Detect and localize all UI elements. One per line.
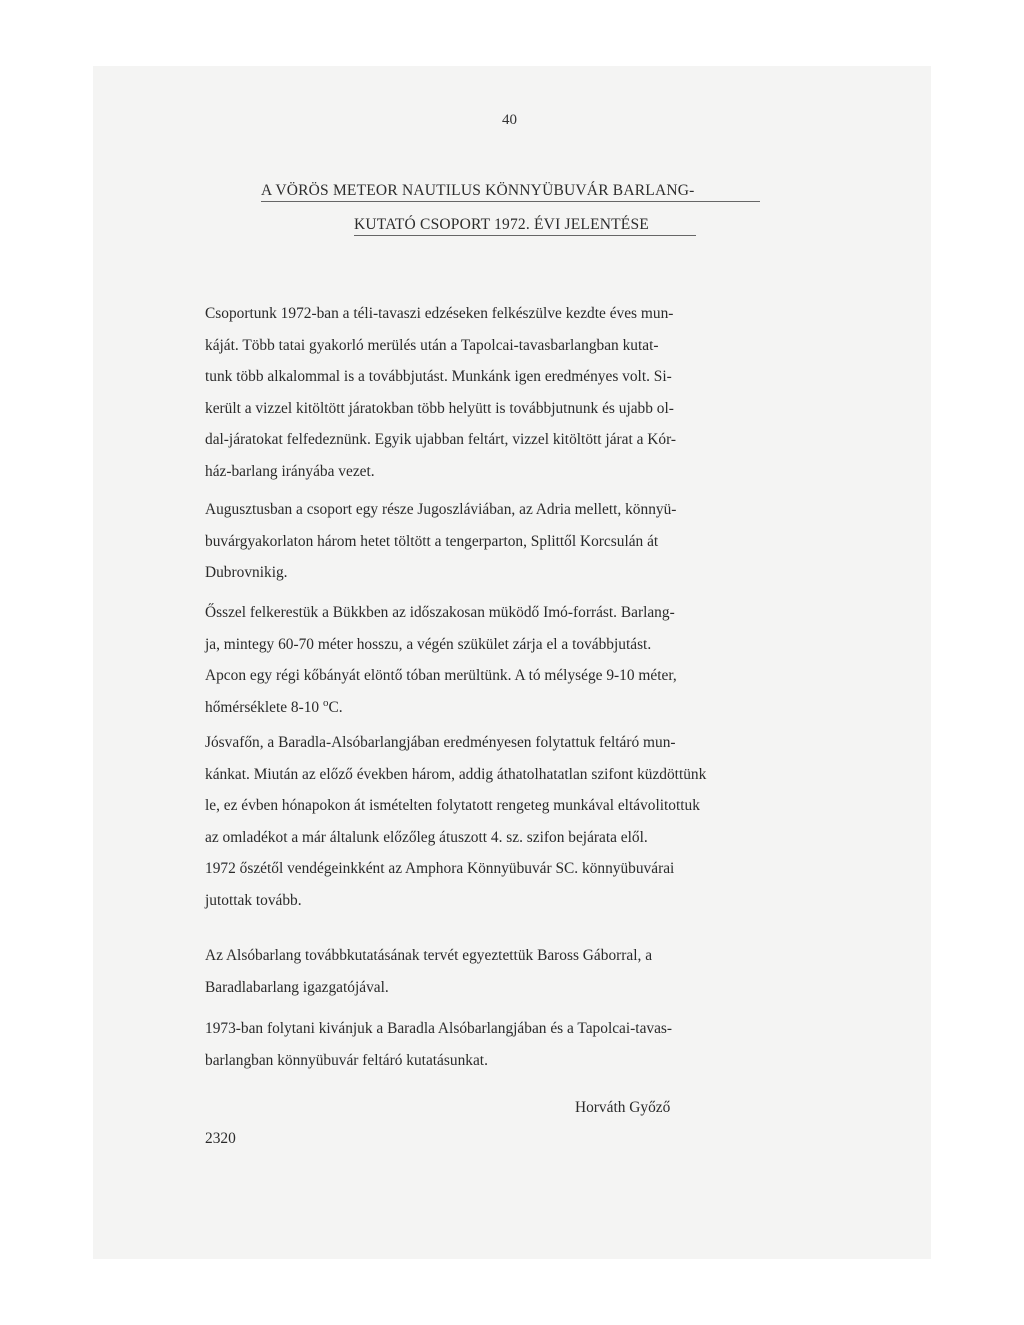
temperature-unit: C.	[328, 698, 343, 716]
text-line: barlangban könnyübuvár feltáró kutatásunkat.	[205, 1051, 488, 1069]
text-line: dal-járatokat felfedeznünk. Egyik ujabban feltárt, vizzel kitöltött járat a Kór-	[205, 431, 677, 448]
text-line: Csoportunk 1972-ban a téli-tavaszi edzéseken felkészülve kezdte éves mun-	[205, 305, 674, 322]
page-number: 40	[502, 112, 517, 128]
paragraph-plan	[205, 940, 825, 1003]
report-title-line-1: A VÖRÖS METEOR NAUTILUS KÖNNYÜBUVÁR BARLANG-	[261, 181, 760, 202]
text-line: 1973-ban folytani kivánjuk a Baradla Alsóbarlangjában és a Tapolcai-tavas-	[205, 1020, 673, 1037]
text-line: Dubrovnikig.	[205, 564, 288, 581]
text-line: Augusztusban a csoport egy része Jugoszláviában, az Adria mellett, könnyü-	[205, 501, 677, 518]
paragraph-autumn	[205, 597, 825, 723]
text-line-temperature	[205, 692, 825, 724]
text-line: került a vizzel kitöltött járatokban több helyütt is továbbjutnunk és ujabb ol-	[205, 399, 674, 417]
temperature-prefix: hőmérséklete 8-10	[205, 698, 323, 716]
text-line: az omladékot a már általunk előzőleg átuszott 4. sz. szifon bejárata elől.	[205, 828, 648, 846]
degree-mark: o	[322, 696, 329, 709]
text-line: le, ez évben hónapokon át ismételten folytatott rengeteg munkával eltávolitottuk	[205, 797, 700, 814]
paragraph-1972-start	[205, 298, 825, 487]
paragraph-josvafo	[205, 727, 825, 916]
text-line: ház-barlang irányába vezet.	[205, 462, 375, 480]
text-line: jutottak tovább.	[205, 891, 302, 909]
text-line: buvárgyakorlaton három hetet töltött a tengerparton, Splittől Korcsulán át	[205, 532, 659, 550]
text-line: káját. Több tatai gyakorló merülés után a Tapolcai-tavasbarlangban kutat-	[205, 336, 659, 354]
text-line: ja, mintegy 60-70 méter hosszu, a végén szükület zárja el a továbbjutást.	[205, 635, 652, 653]
author-signature: Horváth Győző	[575, 1099, 671, 1116]
footer-code: 2320	[205, 1130, 236, 1147]
text-line: Az Alsóbarlang továbbkutatásának tervét egyeztettük Baross Gáborral, a	[205, 947, 653, 964]
text-line: Ősszel felkerestük a Bükkben az időszakosan müködő Imó-forrást. Barlang-	[205, 604, 675, 621]
paragraph-august	[205, 494, 825, 589]
text-line: Apcon egy régi kőbányát elöntő tóban merültünk. A tó mélysége 9-10 méter,	[205, 667, 677, 684]
paragraph-1973	[205, 1013, 825, 1076]
report-title-line-2: KUTATÓ CSOPORT 1972. ÉVI JELENTÉSE	[354, 215, 696, 236]
text-line: tunk több alkalommal is a továbbjutást. Munkánk igen eredményes volt. Si-	[205, 368, 672, 385]
text-line: kánkat. Miután az előző években három, addig áthatolhatatlan szifont küzdöttünk	[205, 765, 707, 783]
text-line: Baradlabarlang igazgatójával.	[205, 978, 389, 996]
text-line: 1972 őszétől vendégeinkként az Amphora Könnyübuvár SC. könnyübuvárai	[205, 860, 675, 877]
text-line: Jósvafőn, a Baradla-Alsóbarlangjában eredményesen folytattuk feltáró mun-	[205, 734, 676, 751]
